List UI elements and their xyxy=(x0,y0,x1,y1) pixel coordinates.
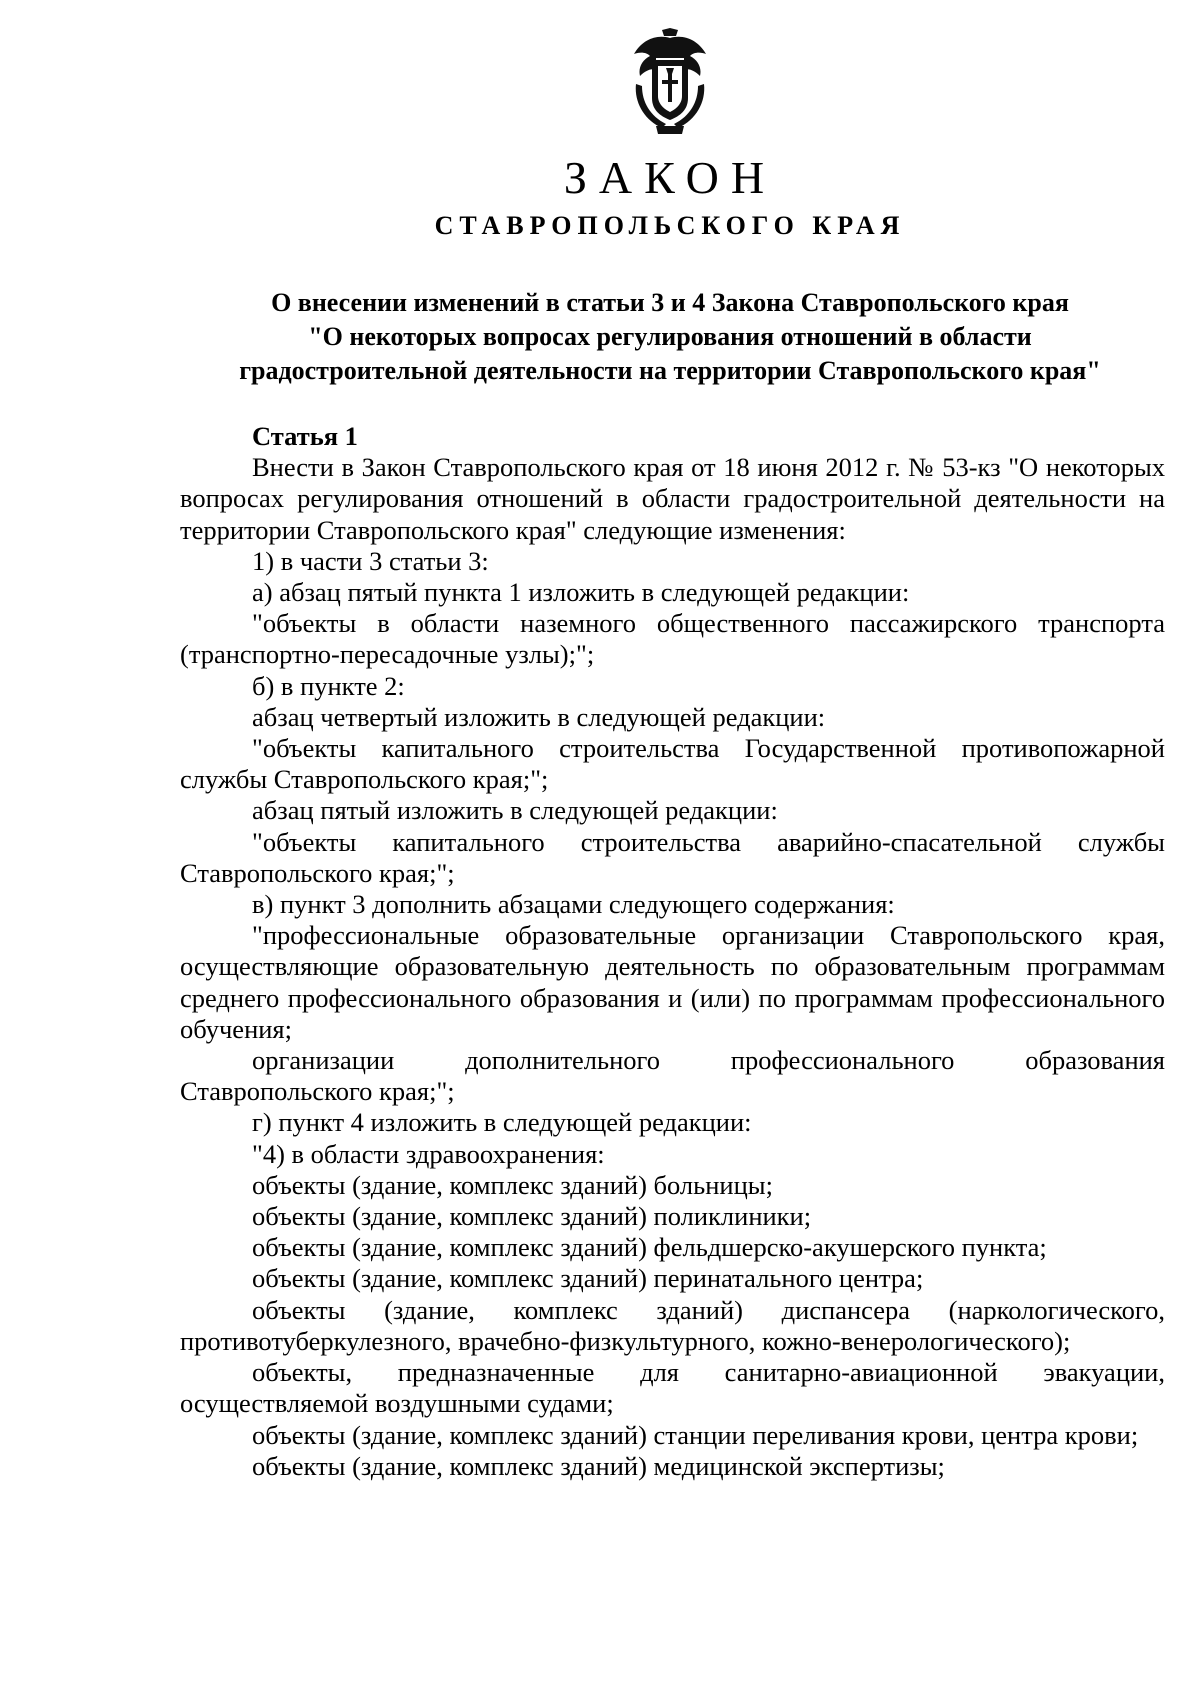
paragraph: объекты (здание, комплекс зданий) медицинской экспертизы; xyxy=(252,1450,945,1481)
paragraph: объекты (здание, комплекс зданий) больницы; xyxy=(252,1169,773,1200)
document-subtitle: СТАВРОПОЛЬСКОГО КРАЯ xyxy=(434,211,906,240)
paragraph: "объекты капитального строительства аварийно-спасательной службы Ставропольского края;"; xyxy=(180,826,1165,888)
paragraph: объекты (здание, комплекс зданий) фельдшерско-акушерского пункта; xyxy=(252,1232,1047,1263)
paragraph: объекты, предназначенные для санитарно-авиационной эвакуации, осуществляемой воздушными судами; xyxy=(180,1357,1165,1419)
paragraph: абзац четвертый изложить в следующей редакции: xyxy=(252,701,826,732)
paragraph: объекты (здание, комплекс зданий) перинатального центра; xyxy=(252,1263,924,1294)
paragraph: Внести в Закон Ставропольского края от 18 июня 2012 г. № 53-кз "О некоторых вопросах регулирования отношений в области градостроительной деятельности на территории Ставропольского края" следующие изменения: xyxy=(180,452,1165,545)
paragraph: объекты (здание, комплекс зданий) станции переливания крови, центра крови; xyxy=(252,1419,1139,1450)
heading-line-1: О внесении изменений в статьи 3 и 4 Закона Ставропольского края xyxy=(271,288,1069,317)
heading-line-2: "О некоторых вопросах регулирования отношений в области xyxy=(308,322,1032,351)
paragraph: 1) в части 3 статьи 3: xyxy=(252,545,489,576)
paragraph: "профессиональные образовательные организации Ставропольского края, осуществляющие образовательную деятельность по образовательным программам среднего профессионального образования и (или) по программам профессионального обучения; xyxy=(180,920,1165,1044)
paragraph: г) пункт 4 изложить в следующей редакции: xyxy=(252,1107,752,1138)
paragraph: б) в пункте 2: xyxy=(252,670,405,701)
paragraph: "объекты в области наземного общественного пассажирского транспорта (транспортно-пересадочные узлы);"; xyxy=(180,608,1165,670)
coat-of-arms-icon xyxy=(626,28,714,134)
law-heading xyxy=(170,286,1170,388)
paragraph: абзац пятый изложить в следующей редакции: xyxy=(252,795,778,826)
article-title: Статья 1 xyxy=(252,421,358,451)
paragraph: объекты (здание, комплекс зданий) поликлиники; xyxy=(252,1201,812,1232)
paragraph: в) пункт 3 дополнить абзацами следующего содержания: xyxy=(252,889,895,920)
paragraph: а) абзац пятый пункта 1 изложить в следующей редакции: xyxy=(252,577,910,608)
heading-line-3: градостроительной деятельности на территории Ставропольского края" xyxy=(239,356,1101,385)
paragraph: организации дополнительного профессионального образования Ставропольского края;"; xyxy=(180,1045,1165,1107)
paragraph: "4) в области здравоохранения: xyxy=(252,1138,605,1169)
paragraph: объекты (здание, комплекс зданий) диспансера (наркологического, противотуберкулезного, врачебно-физкультурного, кожно-венерологического); xyxy=(180,1294,1165,1356)
document-title: ЗАКОН xyxy=(563,152,777,203)
article-body xyxy=(180,421,1165,1482)
paragraph: "объекты капитального строительства Государственной противопожарной службы Ставропольского края;"; xyxy=(180,733,1165,795)
